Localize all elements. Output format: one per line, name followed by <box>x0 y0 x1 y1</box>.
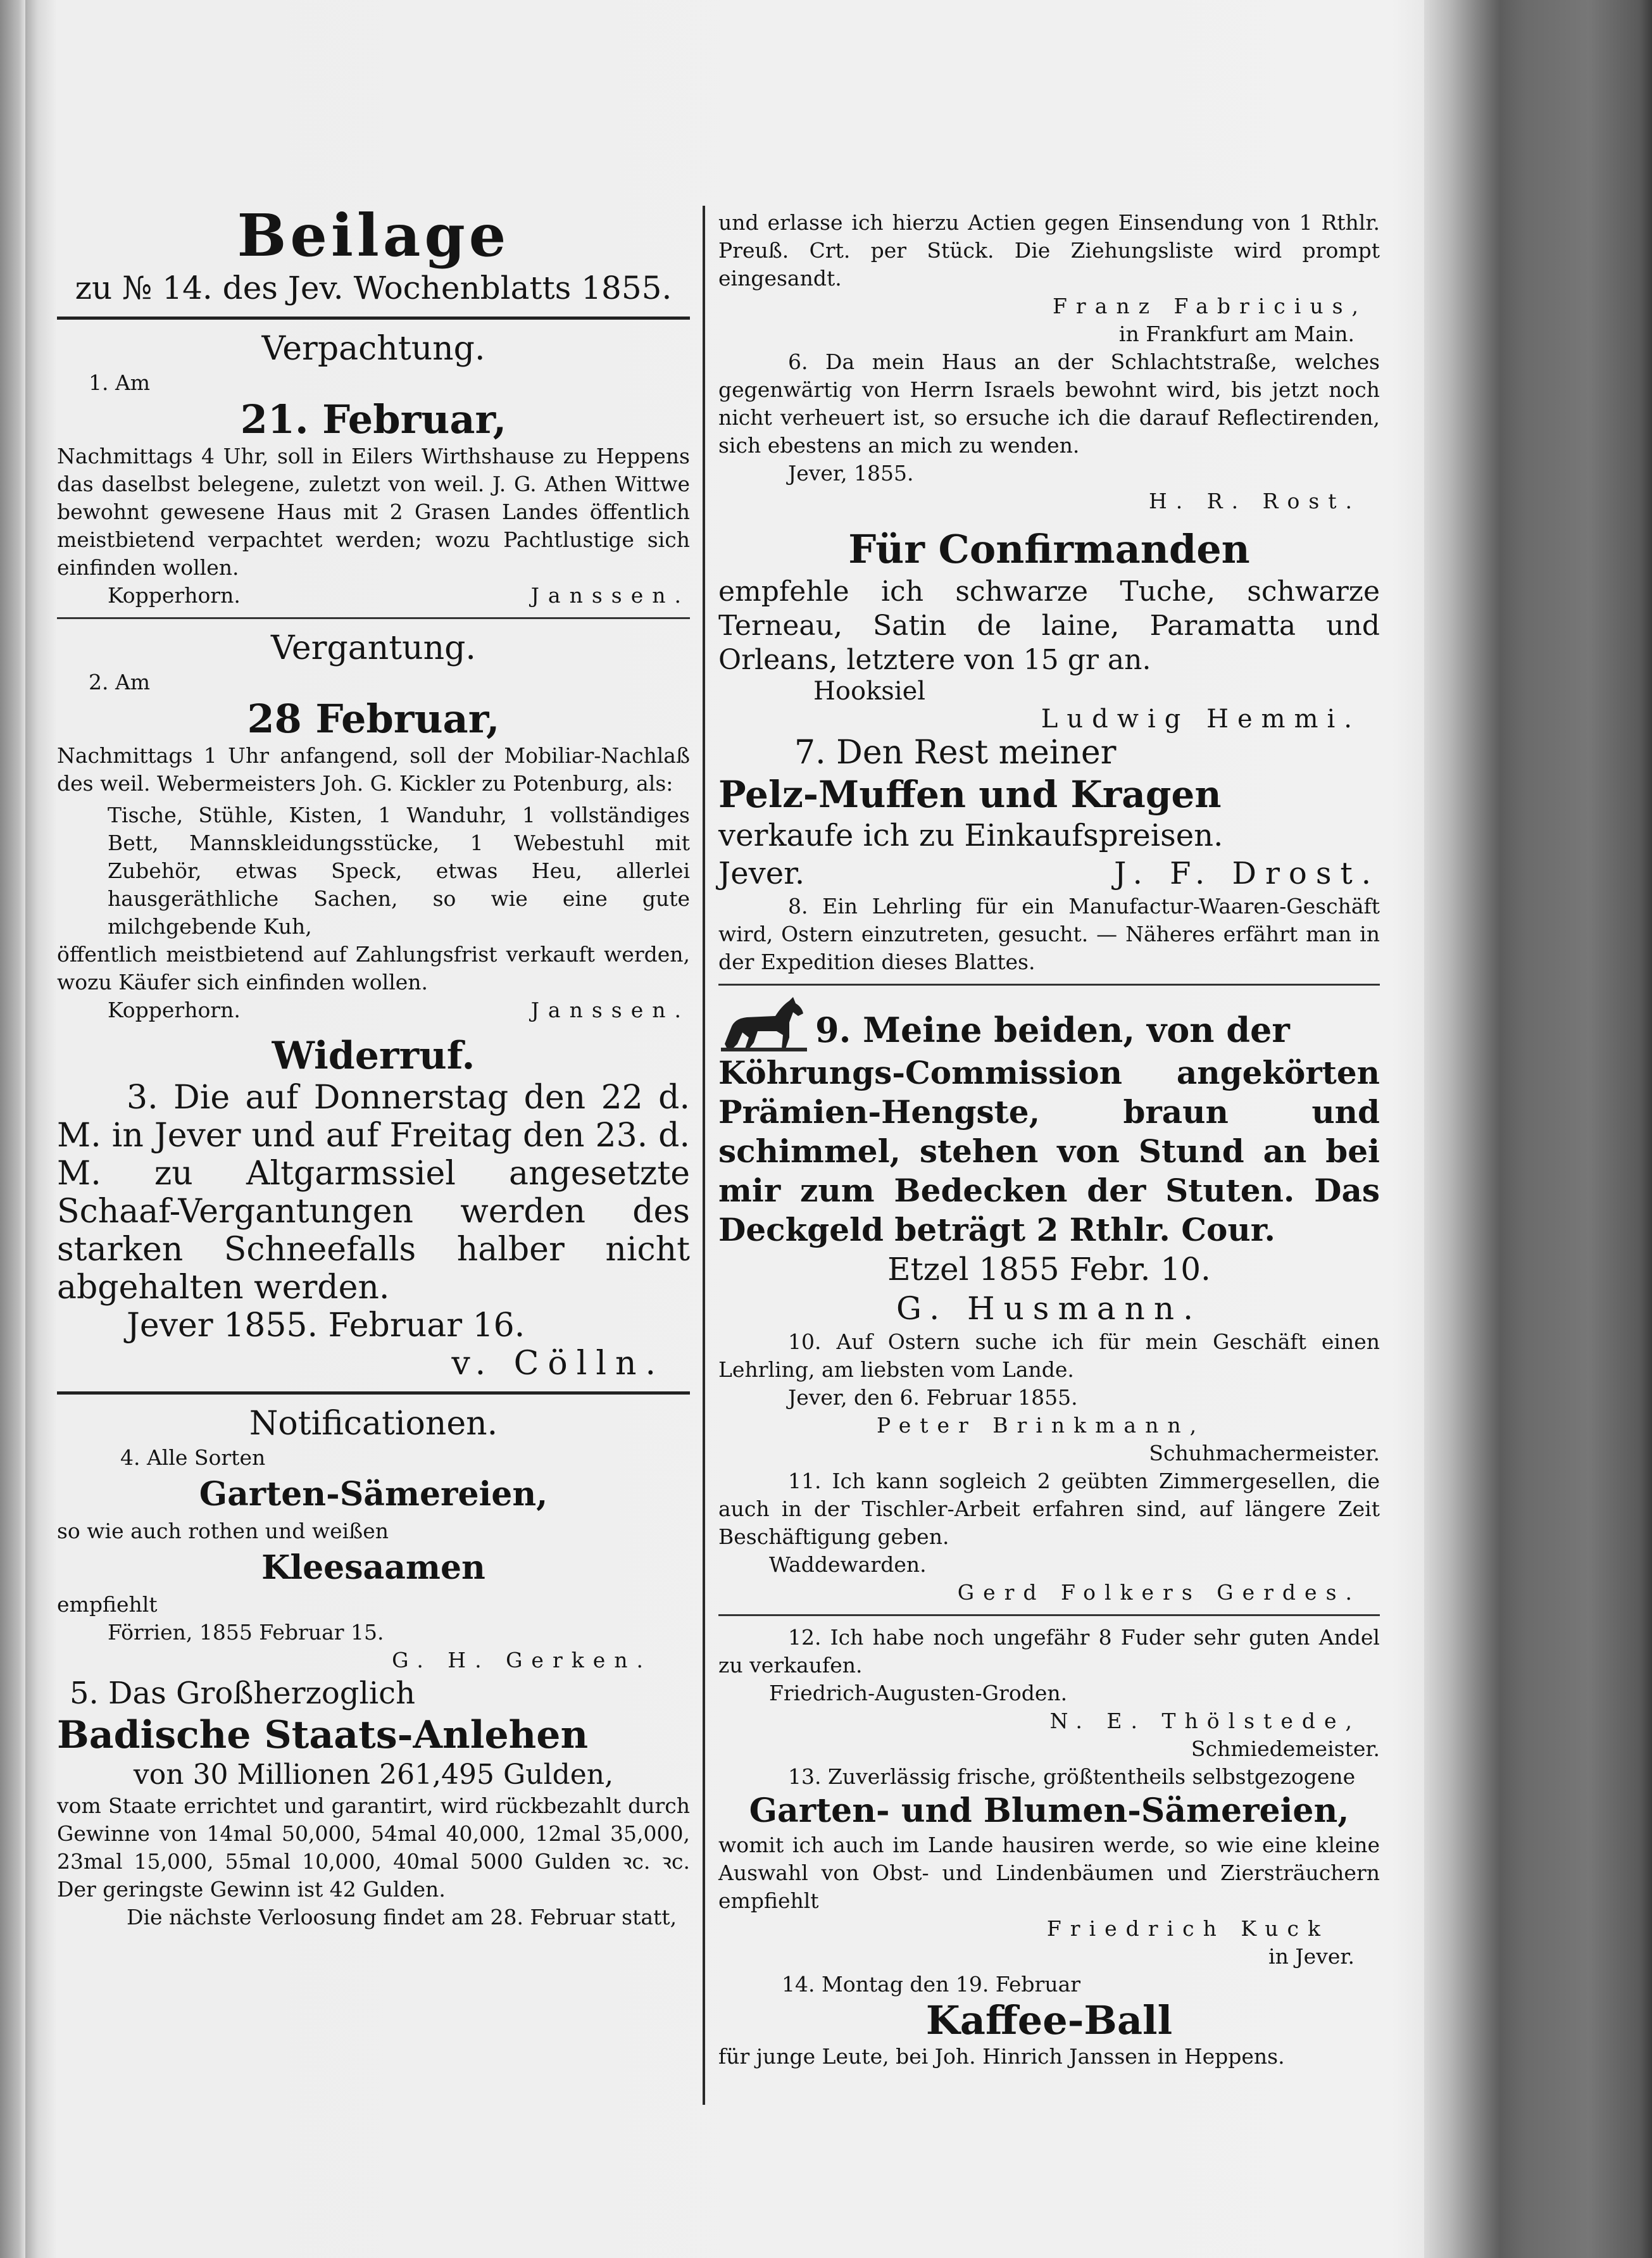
ad-subheading: von 30 Millionen 261,495 Gulden, <box>133 1759 614 1791</box>
ad-signature: Schuhmachermeister. <box>1149 1441 1380 1465</box>
ad-item: Garten-Sämereien, <box>199 1475 548 1514</box>
ad-signature: G. Husmann. <box>896 1290 1202 1327</box>
section-heading: Für Confirmanden <box>848 526 1250 572</box>
ad-heading: 7. Den Rest meiner <box>794 734 1117 772</box>
ad-intro: 4. Alle Sorten <box>120 1445 266 1470</box>
ad-notificationen <box>57 1403 690 1674</box>
horse-icon <box>718 993 810 1053</box>
ad-signature: Gerd Folkers Gerdes. <box>957 1580 1361 1605</box>
ad-signature: G. H. Gerken. <box>392 1648 652 1672</box>
section-heading: Notificationen. <box>249 1405 498 1443</box>
ad-body: vom Staate errichtet und garantirt, wird rückbezahlt durch Gewinne von 14mal 50,000, 54mal 40,000, 12mal 35,000, 23mal 15,000, 55mal 10,000, 40mal 5000 Gulden ꝛc. ꝛc. Der geringste Gewinn ist 42 Gulden. <box>57 1793 690 1902</box>
ad-body: 11. Ich kann sogleich 2 geübten Zimmergesellen, die auch in der Tischler-Arbeit erfahren sind, auf längere Zeit Beschäftigung geben. <box>718 1469 1380 1549</box>
ad-place: Kopperhorn. <box>108 583 241 608</box>
ad-anlehen <box>57 1674 690 1931</box>
ad-place: Hooksiel <box>813 677 926 706</box>
book-spine <box>1424 0 1652 2258</box>
ad-heading: Badische Staats-Anlehen <box>57 1713 589 1757</box>
divider <box>718 1614 1380 1616</box>
ad-verpachtung <box>57 329 690 610</box>
ad-signature: J. F. Drost. <box>1114 856 1380 891</box>
ad-body: 12. Ich habe noch ungefähr 8 Fuder sehr guten Andel zu verkaufen. <box>718 1625 1380 1678</box>
ad-body: womit ich auch im Lande hausiren werde, so wie eine kleine Auswahl von Obst- und Lindenbäumen und Ziersträuchern empfiehlt <box>718 1833 1380 1913</box>
ad-signature: N. E. Thölstede, <box>1049 1709 1361 1733</box>
ad-heading: 9. Meine beiden, von der <box>815 1010 1290 1050</box>
ad-body: 3. Die auf Donnerstag den 22 d. M. in Jever und auf Freitag den 23. d. M. zu Altgarmssiel angesetzte Schaaf-Vergantungen werden des starken Schneefalls halber nicht abgehalten werden. <box>57 1079 690 1307</box>
ad-body: 8. Ein Lehrling für ein Manufactur-Waaren-Geschäft wird, Ostern einzutreten, gesucht. — Näheres erfährt man in der Expedition dieses Blattes. <box>718 894 1380 974</box>
ad-intro: 14. Montag den 19. Februar <box>782 1972 1081 1997</box>
ad-hengste <box>718 993 1380 1328</box>
ad-place: Friedrich-Augusten-Groden. <box>769 1681 1068 1705</box>
ad-heading: Pelz-Muffen und Kragen <box>718 773 1222 816</box>
ad-body: öffentlich meistbietend auf Zahlungsfrist verkauft werden, wozu Käufer sich einfinden wollen. <box>57 942 690 994</box>
section-heading: Widerruf. <box>272 1034 475 1078</box>
ad-signature: Franz Fabricius, <box>1053 294 1367 318</box>
previous-page-edge <box>0 0 25 2258</box>
ad-line: so wie auch rothen und weißen <box>57 1519 389 1543</box>
divider <box>57 317 690 320</box>
ad-place: Kopperhorn. <box>108 998 241 1022</box>
ad-widerruf <box>57 1033 690 1383</box>
ad-date: Etzel 1855 Febr. 10. <box>887 1251 1211 1288</box>
ad-signature: Ludwig Hemmi. <box>1041 705 1361 734</box>
ad-signature: Janssen. <box>530 583 690 608</box>
ad-signature: Friedrich Kuck <box>1046 1916 1329 1941</box>
ad-number: 1. Am <box>89 370 151 395</box>
ad-vergantung <box>57 628 690 1024</box>
ad-body: verkaufe ich zu Einkaufspreisen. <box>718 818 1223 853</box>
ad-signature: v. Cölln. <box>451 1345 665 1383</box>
page-title: Beilage <box>237 201 510 270</box>
ad-date: Förrien, 1855 Februar 15. <box>108 1620 384 1645</box>
ad-body: Nachmittags 4 Uhr, soll in Eilers Wirthshause zu Heppens das daselbst belegene, zuletzt von weil. J. G. Athen Wittwe bewohnt gewesene Haus mit 2 Grasen Landes öffentlich meistbietend verpachtet werden; wozu Pachtlustige sich einfinden wollen. <box>57 444 690 580</box>
ad-continuation: und erlasse ich hierzu Actien gegen Einsendung von 1 Rthlr. Preuß. Crt. per Stück. Die Ziehungsliste wird prompt eingesandt. <box>718 210 1380 291</box>
section-heading: Verpachtung. <box>261 330 485 368</box>
left-column <box>57 60 690 1931</box>
ad-signature: Janssen. <box>530 998 690 1022</box>
ad-body: 13. Zuverlässig frische, größtentheils selbstgezogene <box>788 1764 1356 1789</box>
section-heading: Vergantung. <box>271 629 476 667</box>
newspaper-page <box>32 60 1437 2238</box>
ad-place: Jever. <box>718 856 805 891</box>
ad-signature: Peter Brinkmann, <box>877 1413 1206 1438</box>
ad-body: für junge Leute, bei Joh. Hinrich Janssen in Heppens. <box>718 2044 1285 2069</box>
ad-recommends: empfiehlt <box>57 1592 158 1617</box>
ad-signature: in Frankfurt am Main. <box>1118 322 1355 346</box>
ad-date: 21. Februar, <box>240 396 507 442</box>
ad-heading: 5. Das Großherzoglich <box>70 1676 415 1711</box>
right-column <box>718 60 1380 2071</box>
ad-body: 6. Da mein Haus an der Schlachtstraße, welches gegenwärtig von Herrn Israels bewohnt wird, bis jetzt noch nicht verheuert ist, so ersuche ich die darauf Reflectirenden, sich ebestens an mich zu wenden. <box>718 349 1380 458</box>
ad-signature: in Jever. <box>1268 1944 1355 1969</box>
ad-item: Kleesaamen <box>261 1548 485 1587</box>
ad-body: Köhrungs-Commission angekörten Prämien-Hengste, braun und schimmel, stehen von Stund an bei mir zum Bedecken der Stuten. Das Deckgeld beträgt 2 Rthlr. Cour. <box>718 1054 1380 1248</box>
ad-date: Jever 1855. Februar 16. <box>127 1307 525 1345</box>
ad-body: Nachmittags 1 Uhr anfangend, soll der Mobiliar-Nachlaß des weil. Webermeisters Joh. G. Kickler zu Potenburg, als: <box>57 743 690 796</box>
ad-place: Waddewarden. <box>769 1552 927 1577</box>
column-rule <box>703 206 705 2105</box>
page-subtitle: zu № 14. des Jev. Wochenblatts 1855. <box>75 270 672 306</box>
ad-body: 10. Auf Ostern suche ich für mein Geschäft einen Lehrling, am liebsten vom Lande. <box>718 1329 1380 1382</box>
divider <box>57 1391 690 1395</box>
ad-body: Die nächste Verloosung findet am 28. Februar statt, <box>127 1905 677 1929</box>
ad-number: 2. Am <box>89 670 151 694</box>
divider <box>718 984 1380 986</box>
ad-body: empfehle ich schwarze Tuche, schwarze Terneau, Satin de laine, Paramatta und Orleans, letztere von 15 gr an. <box>718 575 1380 676</box>
ad-heading: Kaffee-Ball <box>925 1997 1173 2043</box>
ad-signature: Schmiedemeister. <box>1191 1736 1380 1761</box>
ad-items: Tische, Stühle, Kisten, 1 Wanduhr, 1 vollständiges Bett, Mannskleidungsstücke, 1 Webestuhl mit Zubehör, etwas Speck, etwas Heu, allerlei hausgeräthliche Sachen, so wie eine gute milchgebende Kuh, <box>108 803 690 939</box>
ad-heading: Garten- und Blumen-Sämereien, <box>749 1791 1349 1830</box>
ad-signature: H. R. Rost. <box>1149 489 1361 513</box>
ad-date: Jever, 1855. <box>788 461 914 486</box>
ad-date: 28 Februar, <box>247 696 500 742</box>
ad-date: Jever, den 6. Februar 1855. <box>788 1385 1078 1410</box>
divider <box>57 617 690 619</box>
